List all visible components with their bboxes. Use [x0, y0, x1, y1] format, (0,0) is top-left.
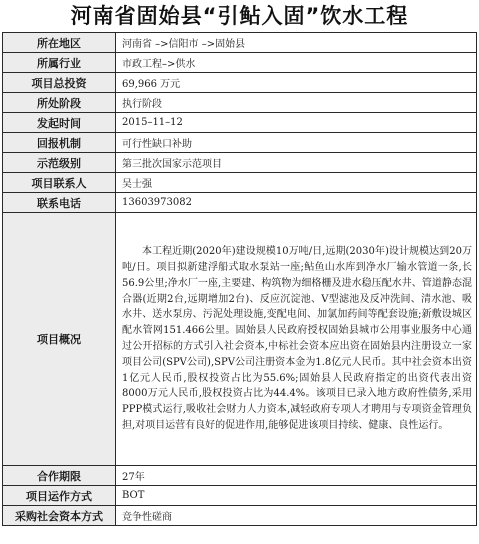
table-row	[3, 153, 477, 173]
table-row	[3, 193, 477, 213]
table-row	[3, 133, 477, 153]
row-label: 所处阶段	[3, 93, 116, 113]
row-value: 可行性缺口补助	[116, 133, 477, 153]
row-label: 采购社会资本方式	[3, 506, 116, 526]
row-value: 吴士强	[116, 173, 477, 193]
page-title: 河南省固始县“引鲇入固”饮水工程	[70, 4, 409, 28]
row-value: 69,966 万元	[116, 73, 477, 93]
project-overview-text: 本工程近期(2020年)建设规模10万吨/日,远期(2030年)设计规模达到20万吨/日。项目拟新建浮船式取水泵站一座;鲇鱼山水库到净水厂输水管道一条,长56.9公里;净水厂一座,主要建、构筑物为细格栅及进水稳压配水井、管道静态混合器(近期2台,远期增加2台)、反应沉淀池、V型滤池及反冲洗间、清水池、吸水井、送水泵房、污泥处理设施,变配电间、加氯加药间等配套设施;新敷设城区配水管网151.466公里。固始县人民政府授权固始县城市公用事业服务中心通过公开招标的方式引入社会资本,中标社会资本应出资在固始县内注册设立一家项目公司(SPV公司),SPV公司注册资本金为1.8亿元人民币。其中社会资本出资1亿元人民币,股权投资占比为55.6%;固始县人民政府指定的出资代表出资8000万元人民币,股权投资占比为44.4%。该项目已录入地方政府性债务,采用PPP模式运行,吸收社会财力人力资本,减轻政府专项人才聘用与专项资金管理负担,对项目运营有良好的促进作用,能够促进该项目持续、健康、良性运行。	[116, 213, 477, 466]
table-row	[3, 506, 477, 526]
table-row	[3, 93, 477, 113]
row-label: 项目总投资	[3, 73, 116, 93]
table-row-overview	[3, 213, 477, 466]
row-label: 示范级别	[3, 153, 116, 173]
table-row	[3, 173, 477, 193]
row-label: 回报机制	[3, 133, 116, 153]
table-row	[3, 486, 477, 506]
row-value: 第三批次国家示范项目	[116, 153, 477, 173]
row-value: 市政工程–>供水	[116, 53, 477, 73]
project-info-table	[2, 32, 477, 526]
row-label: 所属行业	[3, 53, 116, 73]
row-label: 联系电话	[3, 193, 116, 213]
row-value: BOT	[116, 486, 477, 506]
table-row	[3, 73, 477, 93]
row-value: 执行阶段	[116, 93, 477, 113]
row-label: 项目联系人	[3, 173, 116, 193]
row-label: 所在地区	[3, 33, 116, 53]
table-row	[3, 53, 477, 73]
row-value: 河南省 –>信阳市 –>固始县	[116, 33, 477, 53]
row-value: 2015–11–12	[116, 113, 477, 133]
row-label: 合作期限	[3, 466, 116, 486]
row-label: 项目运作方式	[3, 486, 116, 506]
row-value: 13603973082	[116, 193, 477, 213]
row-value: 27年	[116, 466, 477, 486]
table-row	[3, 466, 477, 486]
table-row	[3, 113, 477, 133]
row-label: 项目概况	[3, 213, 116, 466]
table-row	[3, 33, 477, 53]
row-value: 竞争性磋商	[116, 506, 477, 526]
row-label: 发起时间	[3, 113, 116, 133]
